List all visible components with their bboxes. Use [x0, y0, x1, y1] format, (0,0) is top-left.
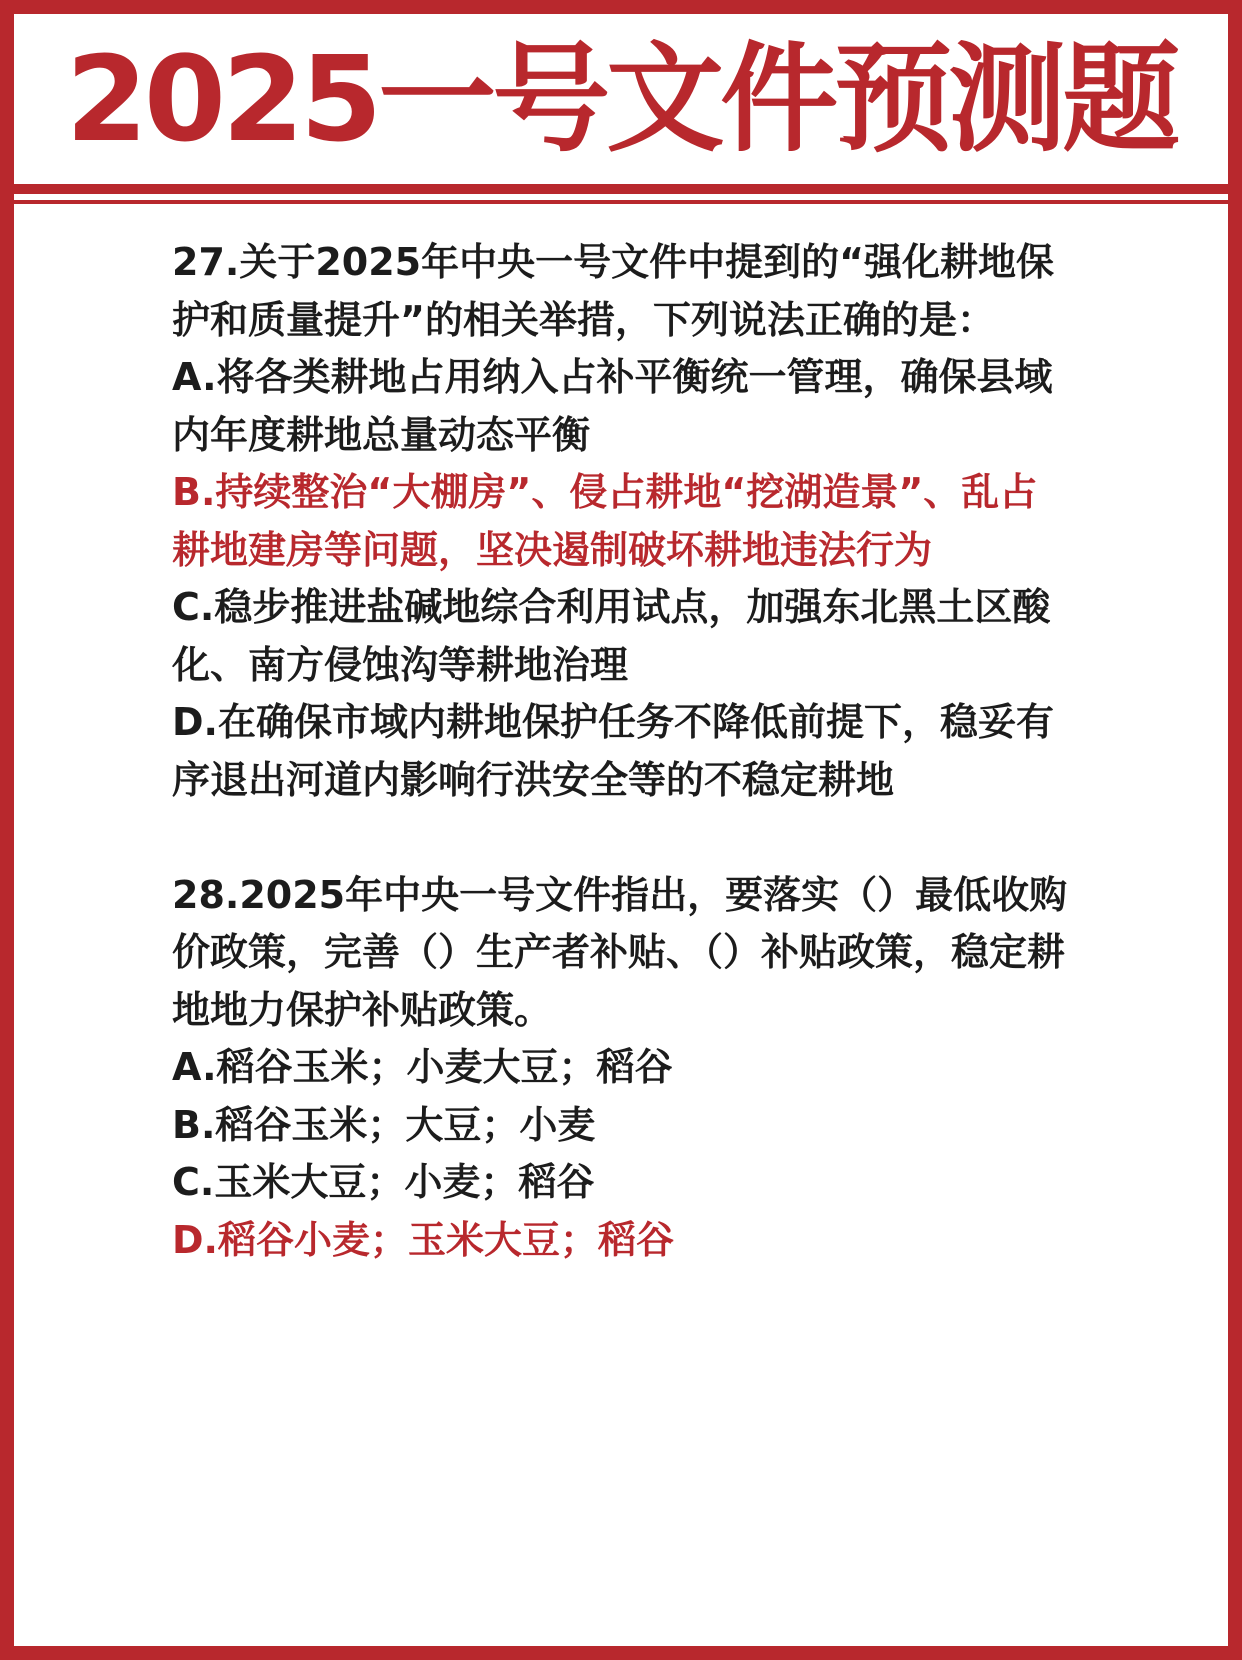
- option-b: B.稻谷玉米；大豆；小麦: [172, 1102, 596, 1147]
- option-a: A.稻谷玉米；小麦大豆；稻谷: [172, 1045, 673, 1089]
- question-stem: 28.2025年中央一号文件指出，要落实（）最低收购价政策，完善（）生产者补贴、（）补贴政策，稳定耕地地力保护补贴政策。: [172, 872, 1068, 1032]
- option-a: A.将各类耕地占用纳入占补平衡统一管理，确保县域内年度耕地总量动态平衡: [172, 355, 1053, 457]
- page-title: 2025一号文件预测题: [65, 30, 1177, 168]
- option-d-correct: D.稻谷小麦；玉米大豆；稻谷: [172, 1217, 674, 1262]
- option-b-correct: B.持续整治“大棚房”、侵占耕地“挖湖造景”、乱占耕地建房等问题，坚决遏制破坏耕地违法行为: [172, 470, 1038, 572]
- question-stem: 27.关于2025年中央一号文件中提到的“强化耕地保护和质量提升”的相关举措，下列说法正确的是：: [172, 240, 1055, 342]
- question-list: [172, 234, 1072, 1269]
- question-28: [172, 867, 1072, 1270]
- question-27: [172, 234, 1072, 809]
- question-spacer: [172, 809, 1072, 867]
- option-c: C.玉米大豆；小麦；稻谷: [172, 1160, 595, 1204]
- title-divider-thin: [14, 200, 1228, 204]
- title-divider-thick: [14, 184, 1228, 194]
- option-d: D.在确保市域内耕地保护任务不降低前提下，稳妥有序退出河道内影响行洪安全等的不稳定耕地: [172, 700, 1054, 802]
- option-c: C.稳步推进盐碱地综合利用试点，加强东北黑土区酸化、南方侵蚀沟等耕地治理: [172, 585, 1051, 687]
